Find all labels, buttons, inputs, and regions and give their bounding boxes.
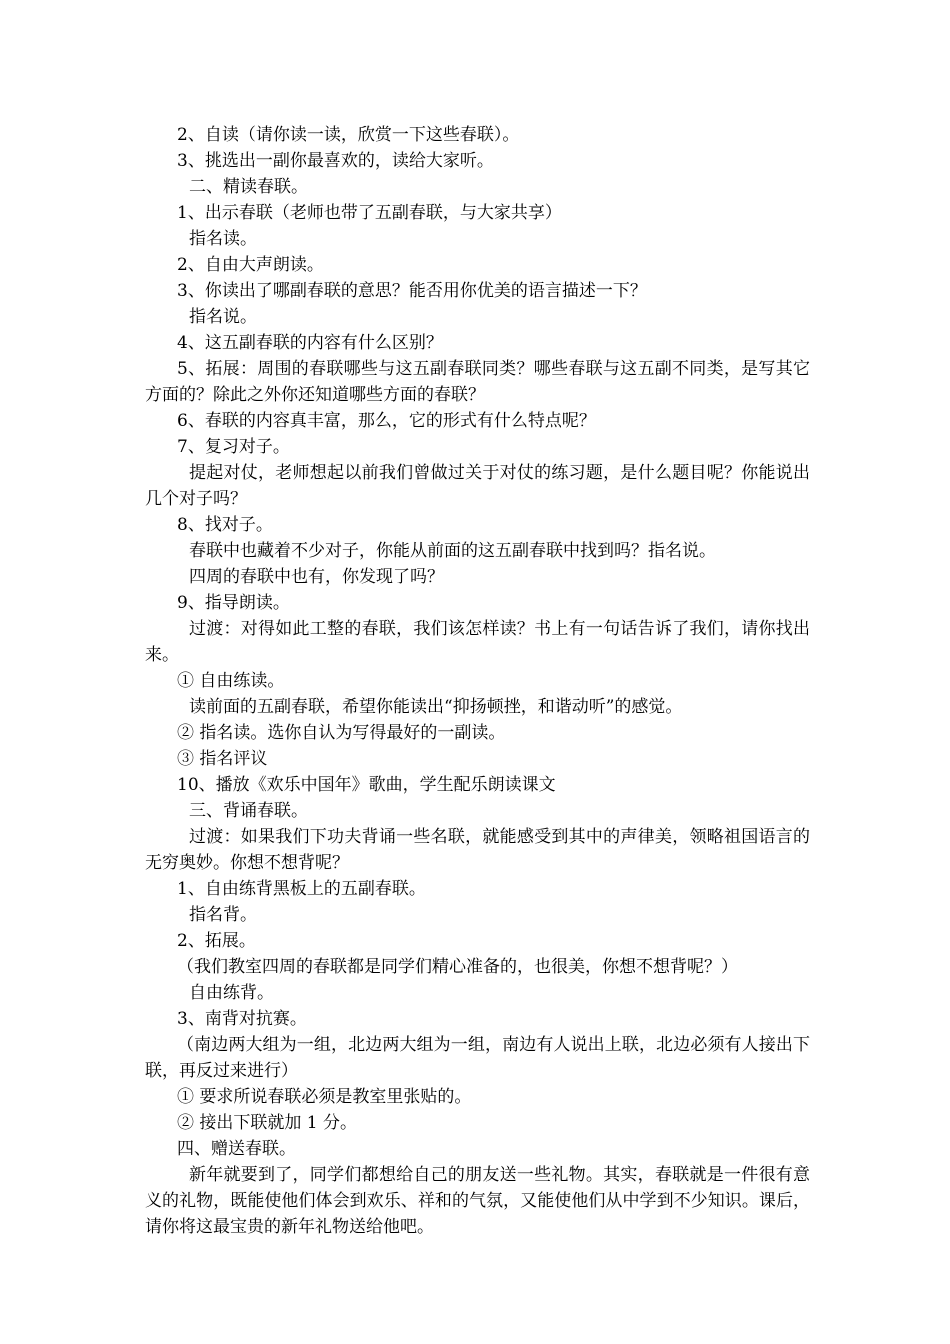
paragraph: 提起对仗，老师想起以前我们曾做过关于对仗的练习题，是什么题目呢？你能说出几个对子吗？ <box>145 463 810 509</box>
paragraph: ② 接出下联就加 1 分。 <box>177 1113 358 1133</box>
paragraph: 3、你读出了哪副春联的意思？能否用你优美的语言描述一下？ <box>177 281 647 301</box>
paragraph: 读前面的五副春联，希望你能读出“抑扬顿挫，和谐动听”的感觉。 <box>189 697 683 717</box>
paragraph: 2、自读（请你读一读，欣赏一下这些春联）。 <box>177 125 520 145</box>
paragraph: 2、自由大声朗读。 <box>177 255 324 275</box>
paragraph: 三、背诵春联。 <box>189 801 308 821</box>
paragraph: 指名说。 <box>189 307 257 327</box>
paragraph: 9、指导朗读。 <box>177 593 290 613</box>
paragraph: 二、精读春联。 <box>189 177 308 197</box>
paragraph: 2、拓展。 <box>177 931 256 951</box>
paragraph: （我们教室四周的春联都是同学们精心准备的，也很美，你想不想背呢？） <box>177 957 738 977</box>
paragraph: 6、春联的内容真丰富，那么，它的形式有什么特点呢？ <box>177 411 596 431</box>
paragraph: 春联中也藏着不少对子，你能从前面的这五副春联中找到吗？指名说。 <box>189 541 716 561</box>
paragraph: 过渡：如果我们下功夫背诵一些名联，就能感受到其中的声律美，领略祖国语言的无穷奥妙。你想不想背呢？ <box>145 827 810 873</box>
paragraph: 四、赠送春联。 <box>177 1139 296 1159</box>
paragraph: 5、拓展：周围的春联哪些与这五副春联同类？哪些春联与这五副不同类，是写其它方面的？除此之外你还知道哪些方面的春联？ <box>145 359 810 405</box>
paragraph: 7、复习对子。 <box>177 437 290 457</box>
paragraph: 10、播放《欢乐中国年》歌曲，学生配乐朗读课文 <box>177 775 556 795</box>
paragraph: 1、自由练背黑板上的五副春联。 <box>177 879 426 899</box>
paragraph: ① 要求所说春联必须是教室里张贴的。 <box>177 1087 472 1107</box>
paragraph: 过渡：对得如此工整的春联，我们该怎样读？书上有一句话告诉了我们，请你找出来。 <box>145 619 810 665</box>
paragraph: （南边两大组为一组，北边两大组为一组，南边有人说出上联，北边必须有人接出下联，再反过来进行） <box>145 1035 810 1081</box>
paragraph: 3、挑选出一副你最喜欢的，读给大家听。 <box>177 151 494 171</box>
paragraph: 四周的春联中也有，你发现了吗？ <box>189 567 444 587</box>
paragraph: 3、南背对抗赛。 <box>177 1009 307 1029</box>
paragraph: 4、这五副春联的内容有什么区别？ <box>177 333 443 353</box>
paragraph: ③ 指名评议 <box>177 749 268 769</box>
paragraph: ① 自由练读。 <box>177 671 285 691</box>
paragraph: 指名背。 <box>189 905 257 925</box>
lesson-plan-text <box>145 122 810 1240</box>
paragraph: 1、出示春联（老师也带了五副春联，与大家共享） <box>177 203 562 223</box>
paragraph: ② 指名读。选你自认为写得最好的一副读。 <box>177 723 506 743</box>
paragraph: 新年就要到了，同学们都想给自己的朋友送一些礼物。其实，春联就是一件很有意义的礼物，既能使他们体会到欢乐、祥和的气氛，又能使他们从中学到不少知识。课后，请你将这最宝贵的新年礼物送给他吧。 <box>145 1165 810 1237</box>
paragraph: 8、找对子。 <box>177 515 273 535</box>
paragraph: 自由练背。 <box>189 983 274 1003</box>
paragraph: 指名读。 <box>189 229 257 249</box>
